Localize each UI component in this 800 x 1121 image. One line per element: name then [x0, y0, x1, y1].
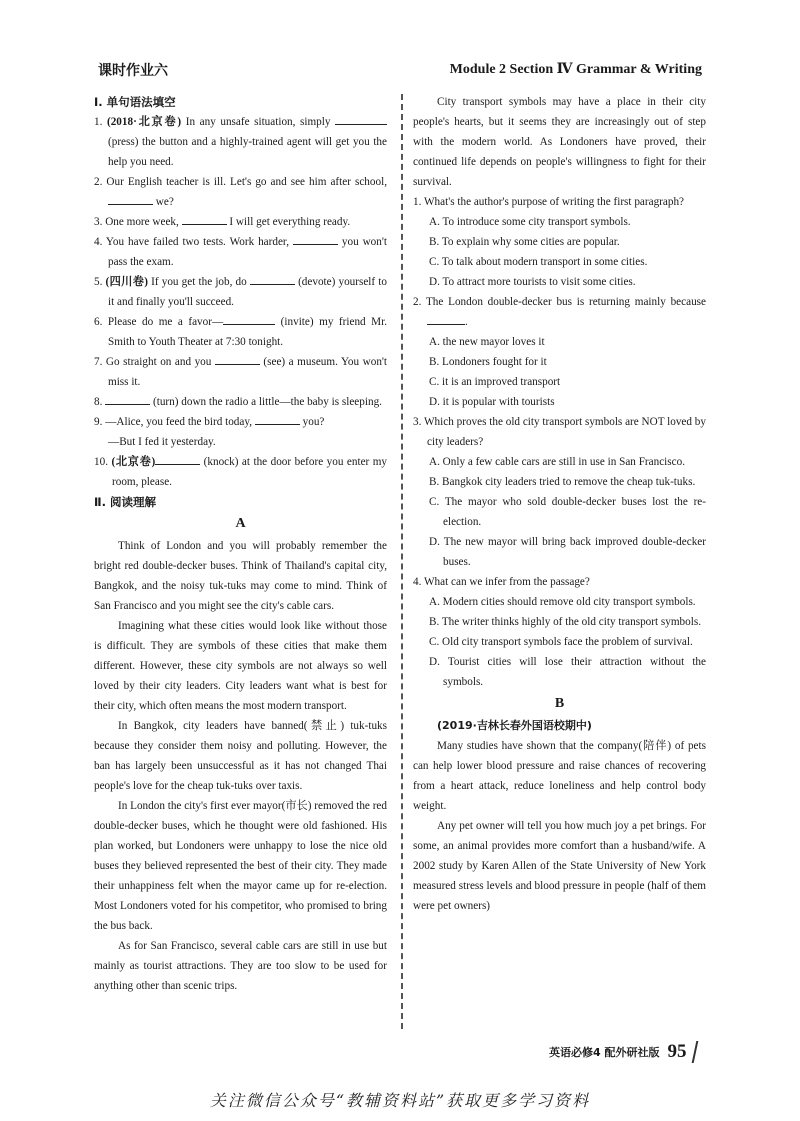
- question-5: [94, 272, 387, 312]
- left-column: [94, 92, 387, 996]
- passage-a-paragraph: As for San Francisco, several cable cars are still in use but mainly as tourist attractions. They are too slow to be used for anything other than scenic trips.: [94, 940, 387, 992]
- question-text: (invite) my friend Mr. Smith to Youth Theater at 7:30 tonight.: [108, 316, 387, 348]
- question-stem: 3. Which proves the old city transport symbols are NOT loved by city leaders?: [413, 416, 706, 448]
- question-number: 9.: [94, 416, 103, 428]
- question-number: 8.: [94, 396, 103, 408]
- question-1: [94, 112, 387, 172]
- reading-question-3: [413, 412, 706, 572]
- answer-option[interactable]: A. the new mayor loves it: [429, 336, 545, 348]
- reading-question-2: [413, 292, 706, 412]
- answer-option[interactable]: D. To attract more tourists to visit some cities.: [429, 276, 636, 288]
- question-10: [94, 452, 387, 492]
- answer-option[interactable]: D. it is popular with tourists: [429, 396, 555, 408]
- question-text: you won't pass the exam.: [108, 236, 387, 268]
- answer-option[interactable]: B. To explain why some cities are popular.: [429, 236, 620, 248]
- question-text: —But I fed it yesterday.: [108, 436, 216, 448]
- answer-blank[interactable]: [250, 272, 295, 285]
- question-7: [94, 352, 387, 392]
- answer-option[interactable]: C. The mayor who sold double-decker buses lost the re-election.: [429, 496, 706, 528]
- answer-blank[interactable]: [255, 412, 300, 425]
- question-text: Please do me a favor—: [107, 316, 224, 328]
- question-4: [94, 232, 387, 272]
- passage-b-paragraph: Many studies have shown that the company(陪伴) of pets can help lower blood pressure and raise chances of recovering from a heart attack, reduce loneliness and help control body weight.: [413, 740, 706, 812]
- passage-a-paragraph: Imagining what these cities would look like without those is difficult. They are symbols of these cities that make them different. However, these city symbols are not always so well loved by their city leaders. City leaders want what is best for their city, which often means the most modern transport.: [94, 620, 387, 712]
- book-title: 英语必修4 配外研社版: [549, 1046, 660, 1059]
- answer-option[interactable]: D. Tourist cities will lose their attraction without the symbols.: [429, 656, 706, 688]
- reading-question-4: [413, 572, 706, 692]
- passage-b-source: (2019·吉林长春外国语校期中): [437, 719, 592, 732]
- answer-option[interactable]: B. The writer thinks highly of the old city transport symbols.: [429, 616, 701, 628]
- question-stem: [413, 292, 706, 332]
- page-footer: [549, 1040, 696, 1064]
- passage-b-paragraph: Any pet owner will tell you how much joy a pet brings. For some, an animal provides more comfort than a husband/wife. A 2002 study by Karen Allen of the State University of New York measured stress levels and blood pressure in people (half of them were pet owners): [413, 820, 706, 912]
- answer-blank[interactable]: [182, 212, 227, 225]
- question-source-tag: (四川卷): [105, 276, 148, 288]
- answer-blank[interactable]: [335, 112, 387, 125]
- handwritten-note: 关注微信公众号“教辅资料站”获取更多学习资料: [209, 1091, 591, 1110]
- question-text: 2. The London double-decker bus is returning mainly because: [413, 296, 706, 308]
- answer-blank[interactable]: [293, 232, 338, 245]
- question-stem: 1. What's the author's purpose of writing the first paragraph?: [413, 196, 685, 208]
- question-text: You have failed two tests. Work harder,: [105, 236, 290, 248]
- answer-option[interactable]: A. To introduce some city transport symbols.: [429, 216, 631, 228]
- passage-a-paragraph: City transport symbols may have a place in their city people's hearts, but it seems they are increasingly out of step with the modern world. As Londoners have proved, their continued life depends on people's willingness to fight for their survival.: [413, 96, 706, 188]
- question-text: I will get everything ready.: [229, 216, 351, 228]
- question-text: In any unsafe situation, simply: [185, 116, 331, 128]
- question-9: [94, 412, 387, 452]
- question-text: (knock) at the door before you enter my room, please.: [112, 456, 388, 488]
- answer-option[interactable]: C. Old city transport symbols face the problem of survival.: [429, 636, 693, 648]
- question-number: 6.: [94, 316, 103, 328]
- answer-option[interactable]: A. Modern cities should remove old city transport symbols.: [429, 596, 696, 608]
- part2-title: Ⅱ. 阅读理解: [94, 495, 156, 509]
- answer-blank[interactable]: [155, 452, 200, 465]
- question-text: If you get the job, do: [151, 276, 247, 288]
- answer-blank[interactable]: [215, 352, 260, 365]
- slash-decoration: [692, 1041, 699, 1063]
- question-8: [94, 392, 387, 412]
- question-number: 1.: [94, 116, 103, 128]
- answer-blank[interactable]: [105, 392, 150, 405]
- passage-a-paragraph: In Bangkok, city leaders have banned(禁止) tuk-tuks because they consider them noisy and polluting. However, the ban has largely been unsuccessful as it has not changed Thai people's love for the cheap tuk-tuks over taxis.: [94, 720, 387, 792]
- question-text: .: [465, 316, 468, 328]
- passage-a-paragraph: Think of London and you will probably remember the bright red double-decker buses. Think of Thailand's capital city, Bangkok, and the noisy tuk-tuks may come to mind. Think of San Francisco and you might see the city's cable cars.: [94, 540, 387, 612]
- passage-b-label: B: [554, 696, 565, 711]
- question-stem: 4. What can we infer from the passage?: [413, 576, 590, 588]
- question-number: 5.: [94, 276, 103, 288]
- reading-question-1: [413, 192, 706, 292]
- question-3: [94, 212, 387, 232]
- question-number: 10.: [94, 456, 108, 468]
- question-text: (turn) down the radio a little—the baby is sleeping.: [152, 396, 382, 408]
- answer-option[interactable]: C. it is an improved transport: [429, 376, 561, 388]
- passage-a-label: A: [235, 516, 246, 531]
- question-text: Our English teacher is ill. Let's go and see him after school,: [106, 176, 387, 188]
- question-number: 2.: [94, 176, 103, 188]
- answer-option[interactable]: C. To talk about modern transport in some cities.: [429, 256, 648, 268]
- question-text: —Alice, you feed the bird today,: [105, 416, 253, 428]
- question-text: you?: [302, 416, 325, 428]
- question-number: 7.: [94, 356, 103, 368]
- answer-option[interactable]: B. Bangkok city leaders tried to remove the cheap tuk-tuks.: [429, 476, 696, 488]
- passage-a-paragraph: In London the city's first ever mayor(市长) removed the red double-decker buses, which he thought were old fashioned. His plan worked, but Londoners were unhappy to lose the nice old buses they believed represented the best of their city. They made their unhappiness felt when the mayor came up for re-election. Most Londoners voted for his competitor, who promised to bring the bus back.: [94, 800, 387, 932]
- question-text: we?: [155, 196, 174, 208]
- header-course-label: 课时作业六: [98, 63, 168, 79]
- question-text: (press) the button and a highly-trained agent will get you the help you need.: [108, 136, 387, 168]
- answer-option[interactable]: D. The new mayor will bring back improved double-decker buses.: [429, 536, 706, 568]
- column-divider: [401, 94, 403, 1029]
- question-source-tag: (北京卷): [111, 456, 156, 468]
- question-6: [94, 312, 387, 352]
- answer-option[interactable]: A. Only a few cable cars are still in use in San Francisco.: [429, 456, 685, 468]
- page-number: 95: [667, 1041, 687, 1062]
- part1-title: Ⅰ. 单句语法填空: [94, 95, 176, 109]
- question-text: (see) a museum. You won't miss it.: [108, 356, 388, 388]
- answer-blank[interactable]: [108, 192, 153, 205]
- question-text: Go straight on and you: [105, 356, 212, 368]
- question-text: (devote) yourself to it and finally you'll succeed.: [108, 276, 388, 308]
- question-text: One more week,: [105, 216, 179, 228]
- answer-blank[interactable]: [223, 312, 275, 325]
- header-module-label: Module 2 Section Ⅳ Grammar & Writing: [449, 62, 702, 77]
- question-source-tag: (2018·北京卷): [106, 116, 182, 128]
- right-column: [413, 92, 706, 916]
- question-number: 3.: [94, 216, 103, 228]
- answer-blank[interactable]: [427, 312, 465, 325]
- question-2: [94, 172, 387, 212]
- answer-option[interactable]: B. Londoners fought for it: [429, 356, 547, 368]
- question-number: 4.: [94, 236, 103, 248]
